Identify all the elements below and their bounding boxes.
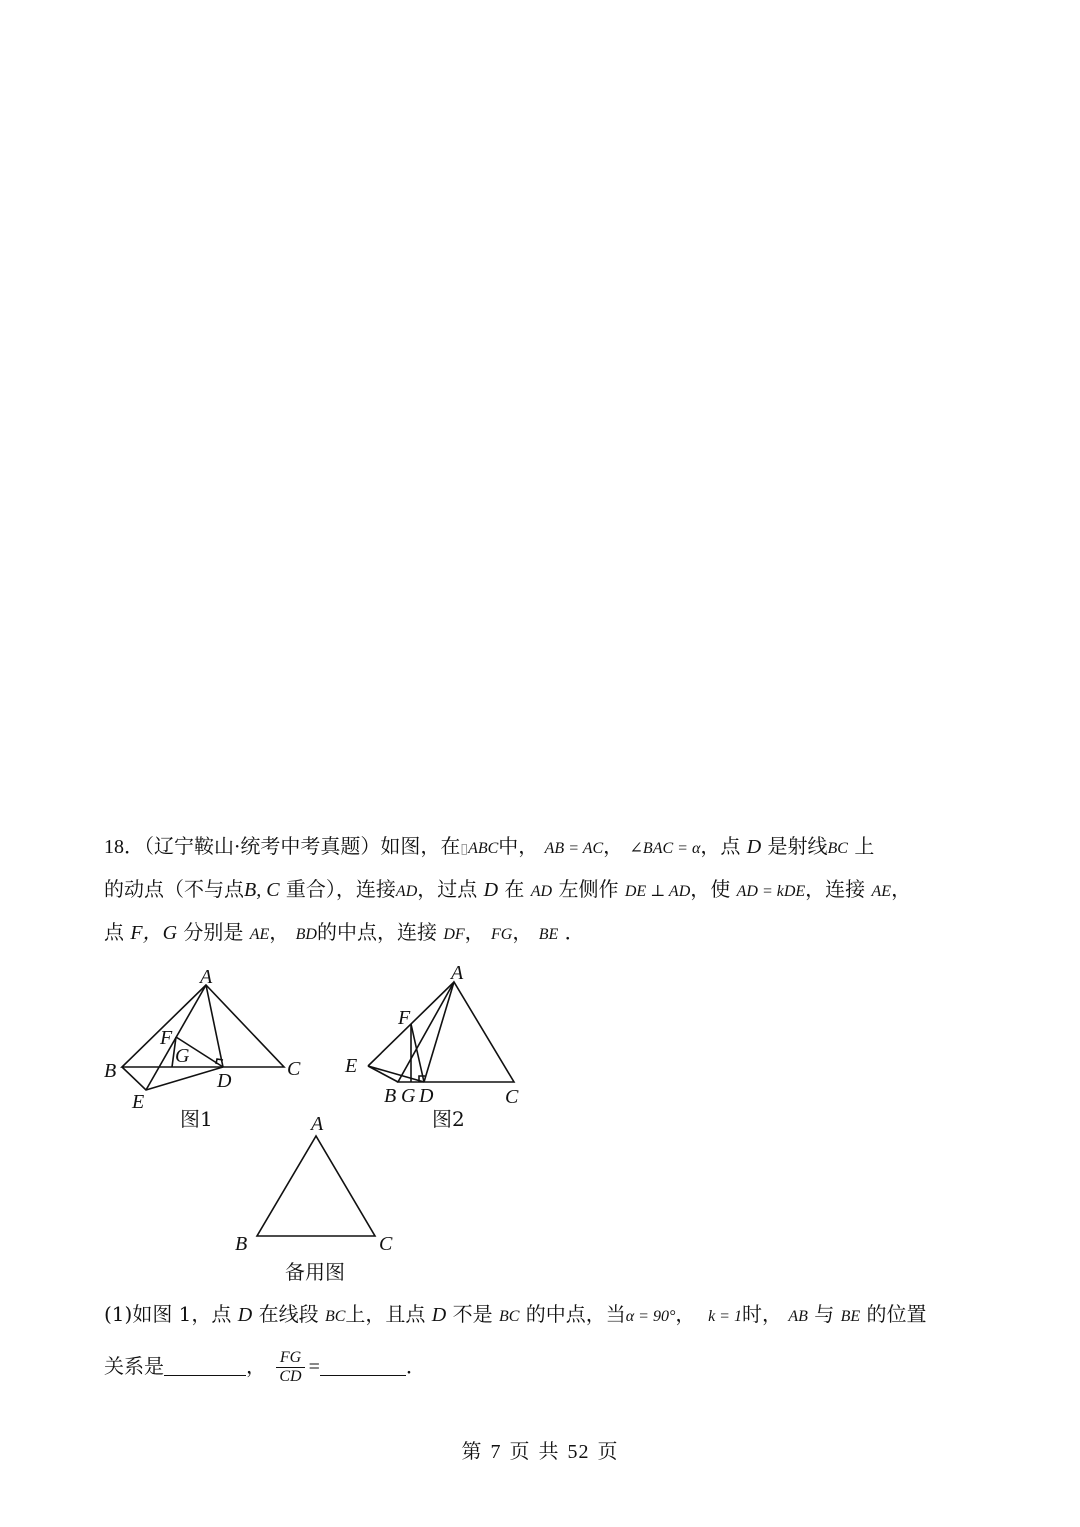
fig3-triangle-abc — [257, 1136, 375, 1236]
figure-2-labels — [344, 962, 519, 1108]
figure-3 — [257, 1136, 375, 1236]
fig1-label-d: D — [217, 1070, 232, 1092]
fig3-label-a: A — [311, 1113, 324, 1135]
question-1-line-1: (1)如图 1，点 D 在线段 BC上，且点 D 不是 BC 的中点，当α = 90°， k = 1时， AB 与 BE 的位置 — [104, 1302, 927, 1326]
fig1-label-b: B — [104, 1060, 117, 1082]
fig2-label-b: B — [384, 1085, 397, 1107]
fig2-label-f: F — [398, 1007, 411, 1029]
problem-source: （辽宁鞍山·统考中考真题） — [144, 834, 381, 858]
figure-1 — [122, 985, 284, 1090]
fig1-label-e: E — [132, 1091, 145, 1113]
problem-line-1: 18．（辽宁鞍山·统考中考真题）如图，在▯ABC中， AB = AC， ∠BAC = α，点 D 是射线BC 上 — [104, 834, 875, 858]
figure-2 — [368, 982, 514, 1082]
fig1-label-g: G — [175, 1045, 190, 1067]
fig3-label-b: B — [235, 1233, 248, 1255]
fig2-label-c: C — [505, 1086, 519, 1108]
problem-number: 18． — [104, 836, 144, 858]
fig2-label-e: E — [345, 1055, 358, 1077]
fig2-caption: 图2 — [432, 1107, 465, 1131]
fig2-triangle-abc — [398, 982, 514, 1082]
fraction-numerator: FG — [276, 1349, 304, 1368]
fig2-segment-fd — [411, 1024, 424, 1082]
fig1-segments-de-eb — [122, 1067, 223, 1090]
fig1-label-f: F — [160, 1027, 173, 1049]
fig2-label-d: D — [419, 1085, 434, 1107]
fraction-fg-cd — [276, 1349, 304, 1386]
fig3-caption: 备用图 — [285, 1260, 345, 1284]
fig2-label-g: G — [401, 1085, 416, 1107]
fraction-denominator: CD — [279, 1368, 302, 1385]
page-footer: 第 7 页 共 52 页 — [461, 1439, 619, 1463]
answer-blank-1[interactable] — [164, 1357, 246, 1376]
fig1-label-c: C — [287, 1058, 301, 1080]
fig1-label-a: A — [200, 966, 213, 988]
fig3-label-c: C — [379, 1233, 393, 1255]
problem-line-2: 的动点（不与点B, C 重合），连接AD，过点 D 在 AD 左侧作 DE ⊥ AD，使 AD = kDE，连接 AE， — [104, 877, 912, 901]
fig1-caption: 图1 — [180, 1107, 213, 1131]
fig1-segment-ad — [206, 985, 223, 1067]
total-pages: 52 — [567, 1441, 590, 1463]
answer-blank-2[interactable] — [320, 1357, 406, 1376]
fig2-segment-ed — [368, 1066, 424, 1082]
fig2-label-a: A — [451, 962, 464, 984]
page-number: 7 — [490, 1441, 502, 1463]
question-1-line-2: 关系是 ， $\frac{FG}{CD}$ = ． — [104, 1349, 426, 1385]
problem-line-3: 点 F，G 分别是 AE， BD的中点，连接 DF， FG， BE ． — [104, 920, 585, 944]
